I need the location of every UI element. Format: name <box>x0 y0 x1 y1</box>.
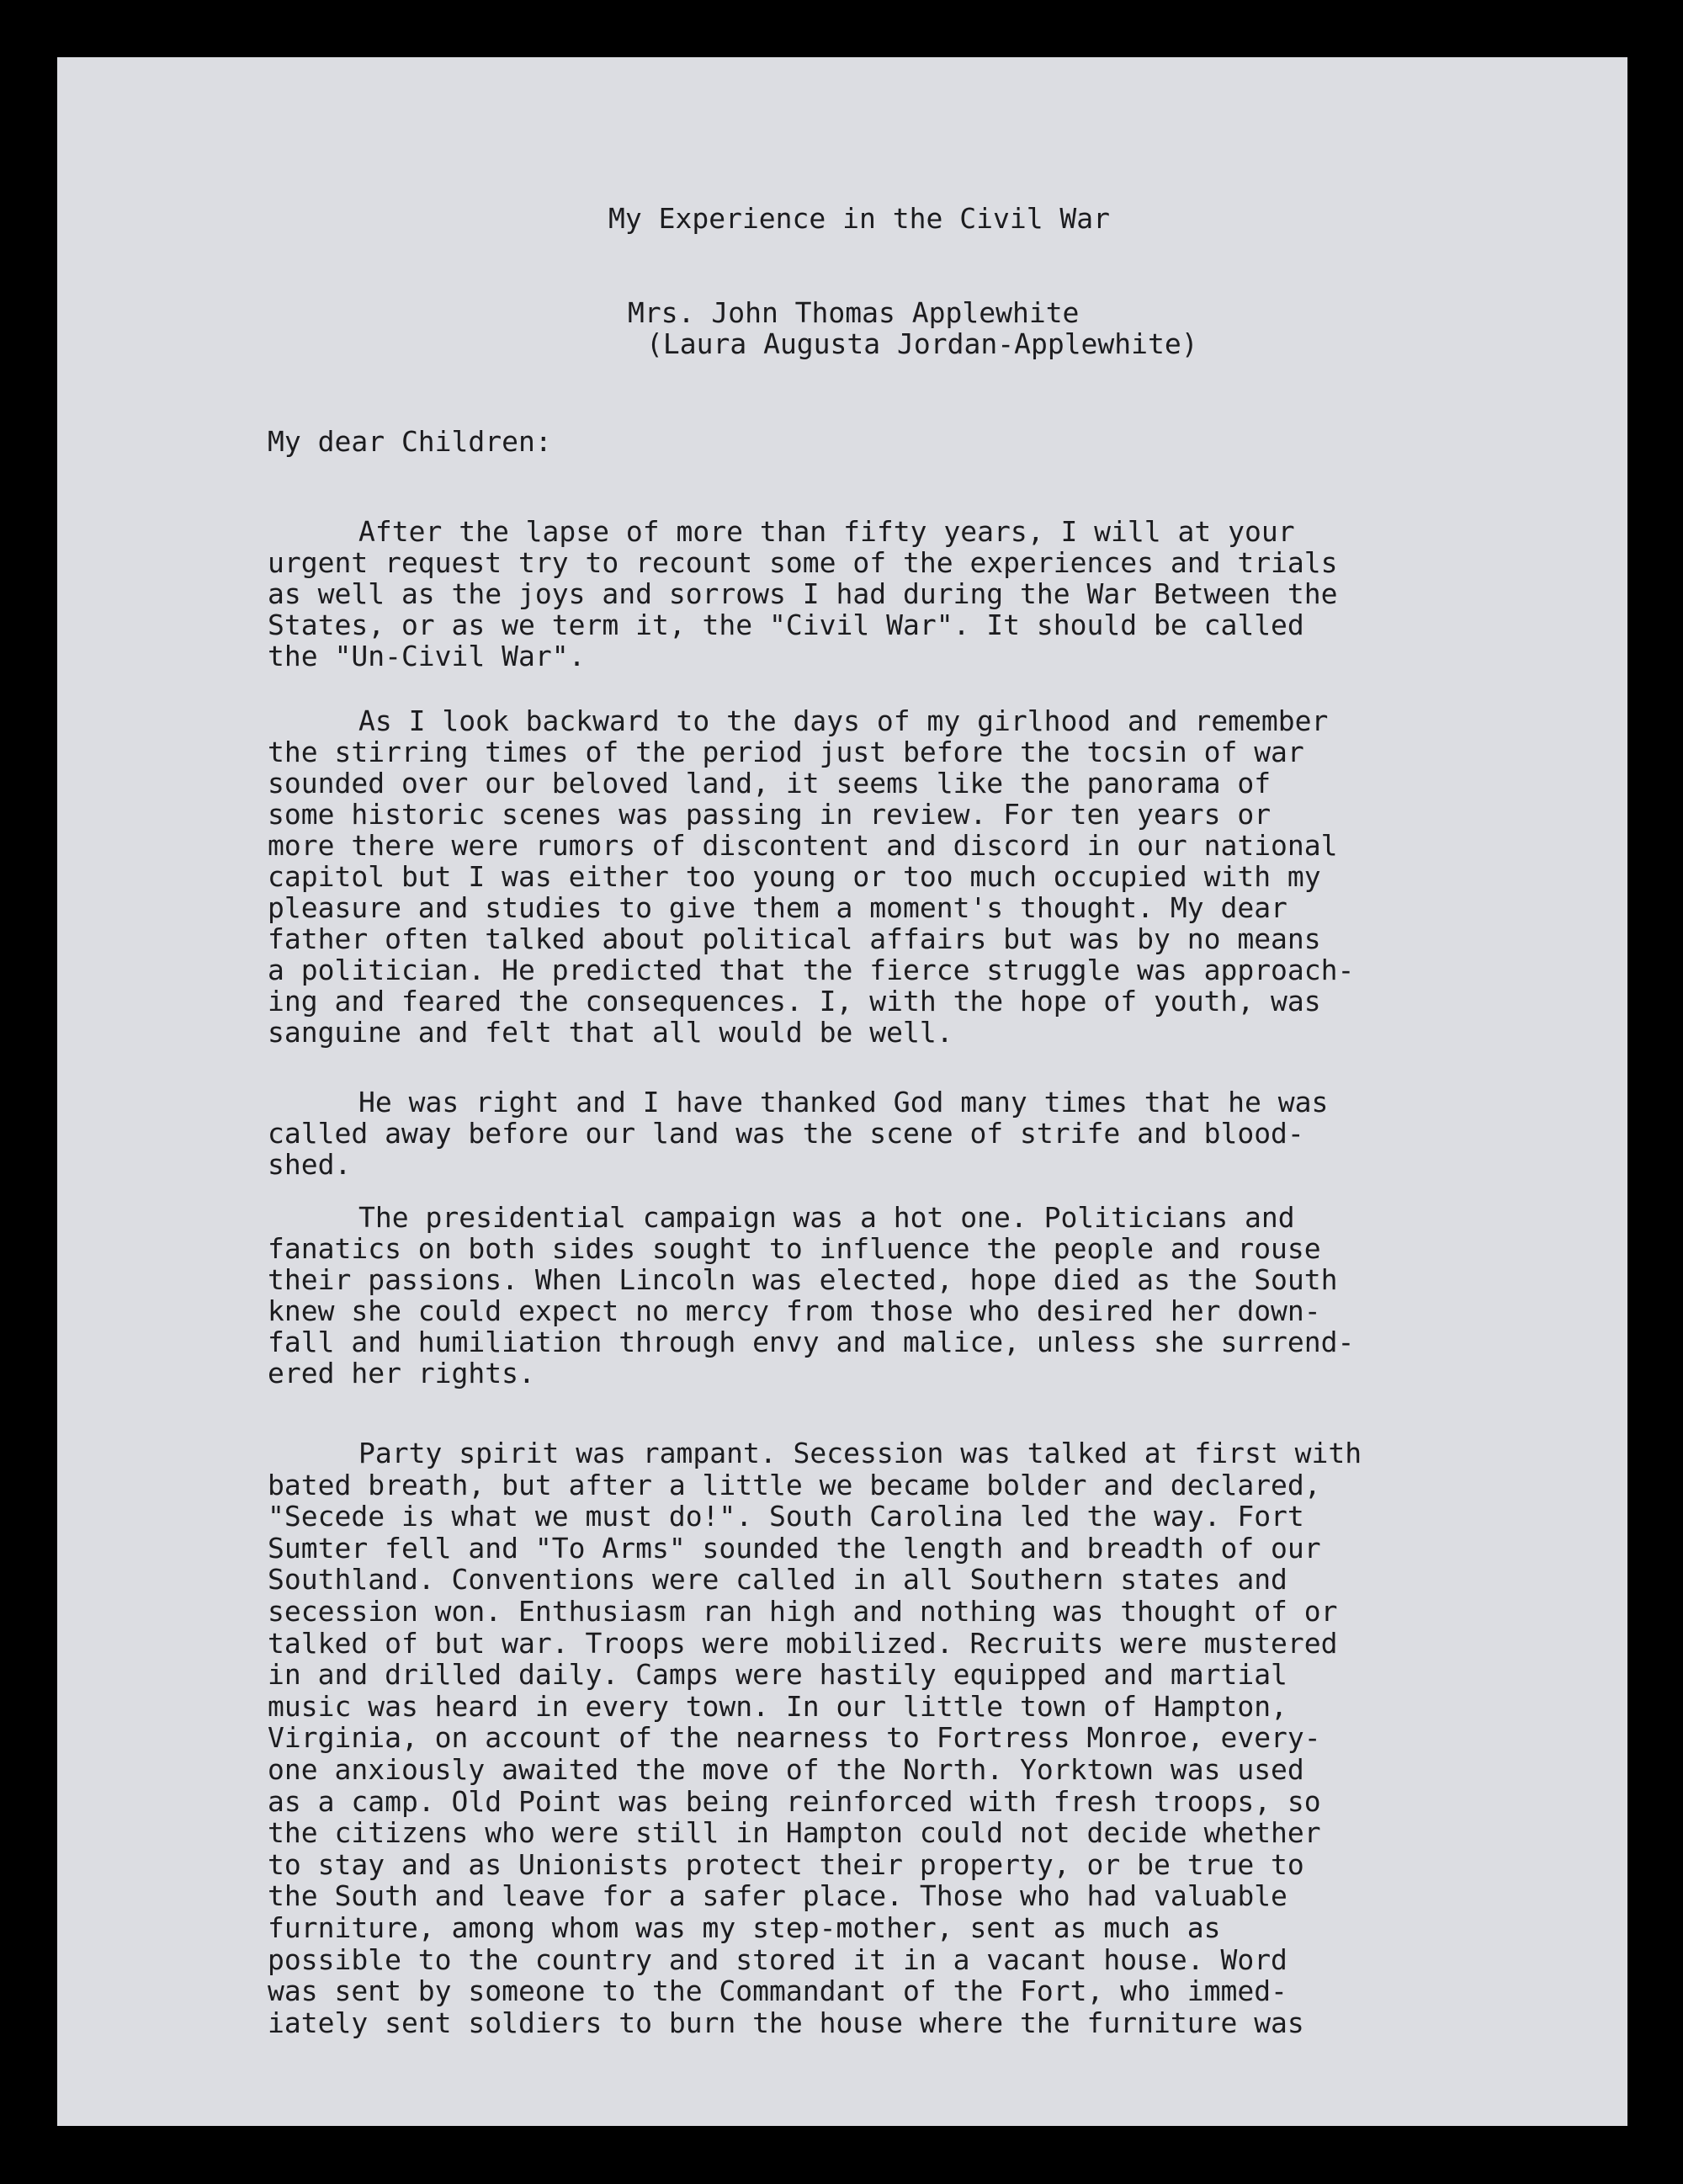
paragraph-line: to stay and as Unionists protect their property, or be true to <box>268 1847 1304 1881</box>
paragraph-line: as a camp. Old Point was being reinforced with fresh troops, so <box>268 1784 1321 1818</box>
letter-body <box>57 57 1627 2126</box>
paragraph-line: Virginia, on account of the nearness to Fortress Monroe, every- <box>268 1721 1321 1755</box>
paragraph-line: possible to the country and stored it in a vacant house. Word <box>268 1942 1287 1976</box>
author-maiden-name: (Laura Augusta Jordan-Applewhite) <box>646 327 1198 360</box>
paragraph-line: Southland. Conventions were called in all Southern states and <box>268 1563 1287 1597</box>
paragraph-line: sounded over our beloved land, it seems like the panorama of <box>268 767 1272 800</box>
paragraph-line: capitol but I was either too young or too much occupied with my <box>268 860 1321 893</box>
paragraph-2 <box>268 705 1354 1048</box>
paragraph-line: one anxiously awaited the move of the North. Yorktown was used <box>268 1752 1304 1786</box>
author-name: Mrs. John Thomas Applewhite <box>628 296 1080 329</box>
paragraph-line: a politician. He predicted that the fierce struggle was approach- <box>268 954 1355 986</box>
paragraph-1 <box>268 516 1338 672</box>
paragraph-line: States, or as we term it, the "Civil War". It should be called <box>268 608 1304 641</box>
paragraph-line: The presidential campaign was a hot one. Politicians and <box>358 1201 1295 1234</box>
paragraph-line: music was heard in every town. In our little town of Hampton, <box>268 1689 1287 1723</box>
paragraph-line: urgent request try to recount some of the experiences and trials <box>268 546 1338 579</box>
paragraph-line: pleasure and studies to give them a moment's thought. My dear <box>268 891 1287 924</box>
paragraph-line: more there were rumors of discontent and discord in our national <box>268 829 1338 862</box>
paragraph-line: sanguine and felt that all would be well. <box>268 1016 953 1049</box>
paragraph-line: some historic scenes was passing in review. For ten years or <box>268 798 1272 831</box>
paragraph-line: in and drilled daily. Camps were hastily equipped and martial <box>268 1658 1287 1692</box>
salutation: My dear Children: <box>268 425 552 458</box>
paragraph-line: "Secede is what we must do!". South Carolina led the way. Fort <box>268 1500 1304 1533</box>
paragraph-line: the South and leave for a safer place. Those who had valuable <box>268 1879 1287 1913</box>
paragraph-line: bated breath, but after a little we became bolder and declared, <box>268 1468 1321 1501</box>
paragraph-line: called away before our land was the scene of strife and blood- <box>268 1117 1304 1150</box>
paragraph-line: father often talked about political affairs but was by no means <box>268 922 1321 955</box>
document-page <box>57 57 1627 2126</box>
paragraph-line: Party spirit was rampant. Secession was talked at first with <box>358 1437 1362 1469</box>
paragraph-4 <box>268 1202 1354 1389</box>
paragraph-5 <box>268 1437 1362 2038</box>
paragraph-line: the citizens who were still in Hampton could not decide whether <box>268 1816 1321 1850</box>
paragraph-line: As I look backward to the days of my girlhood and remember <box>358 704 1329 737</box>
paragraph-line: the stirring times of the period just before the tocsin of war <box>268 736 1304 768</box>
document-title: My Experience in the Civil War <box>608 202 1111 235</box>
paragraph-line: He was right and I have thanked God many times that he was <box>358 1086 1329 1119</box>
paragraph-line: as well as the joys and sorrows I had during the War Between the <box>268 577 1338 610</box>
paragraph-line: iately sent soldiers to burn the house where the furniture was <box>268 2006 1304 2039</box>
paragraph-line: was sent by someone to the Commandant of the Fort, who immed- <box>268 1974 1287 2008</box>
paragraph-line: talked of but war. Troops were mobilized. Recruits were mustered <box>268 1626 1338 1660</box>
paragraph-line: ered her rights. <box>268 1357 535 1390</box>
paragraph-line: ing and feared the consequences. I, with the hope of youth, was <box>268 985 1321 1018</box>
paragraph-line: knew she could expect no mercy from those who desired her down- <box>268 1294 1321 1327</box>
paragraph-3 <box>268 1087 1328 1180</box>
paragraph-line: shed. <box>268 1148 352 1181</box>
paragraph-line: fall and humiliation through envy and malice, unless she surrend- <box>268 1326 1355 1358</box>
paragraph-line: fanatics on both sides sought to influence the people and rouse <box>268 1232 1321 1265</box>
paragraph-line: furniture, among whom was my step-mother, sent as much as <box>268 1910 1221 1944</box>
paragraph-line: secession won. Enthusiasm ran high and nothing was thought of or <box>268 1594 1338 1628</box>
paragraph-line: Sumter fell and "To Arms" sounded the length and breadth of our <box>268 1531 1321 1565</box>
paragraph-line: the "Un-Civil War". <box>268 640 586 672</box>
paragraph-line: their passions. When Lincoln was elected, hope died as the South <box>268 1263 1338 1296</box>
paragraph-line: After the lapse of more than fifty years, I will at your <box>358 515 1295 548</box>
